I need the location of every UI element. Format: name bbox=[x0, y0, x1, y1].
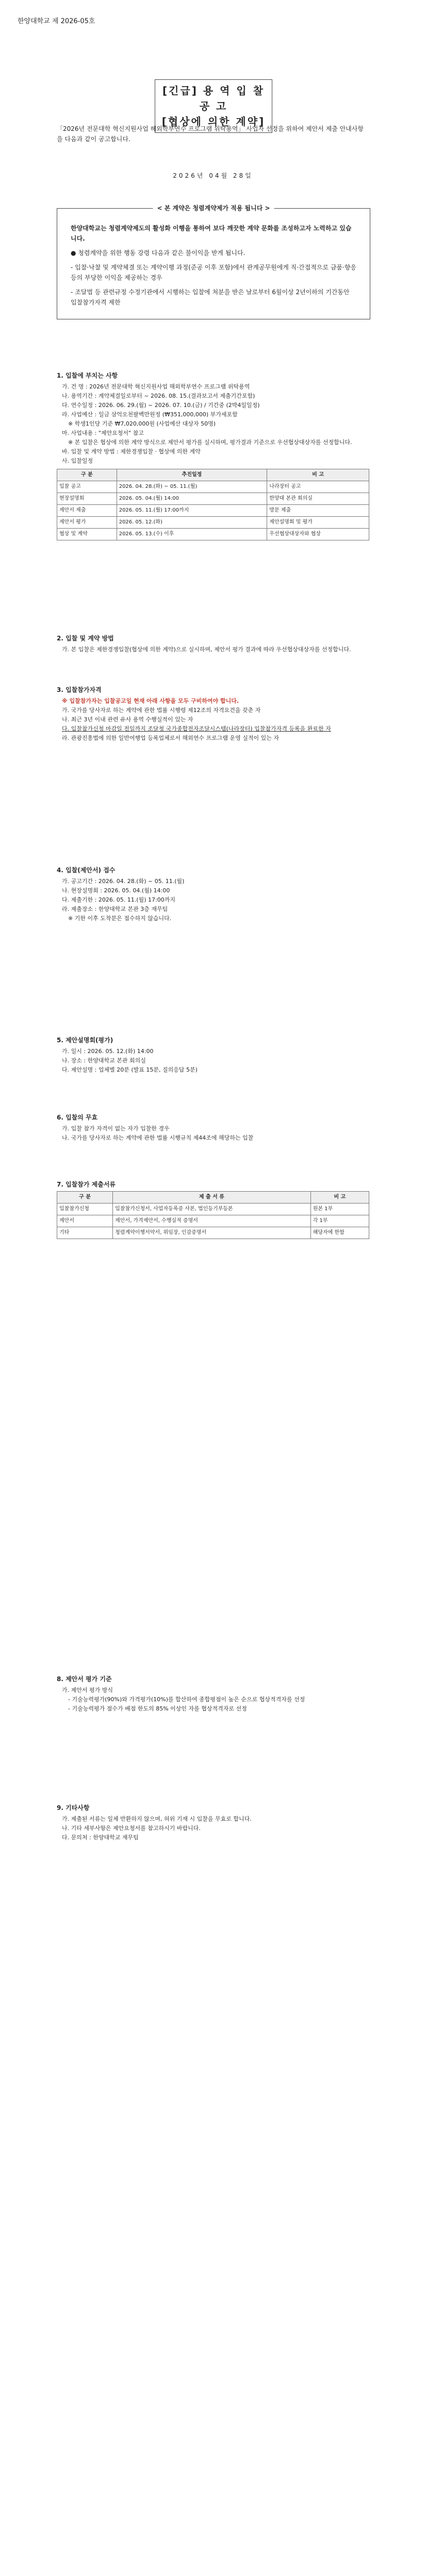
section-heading: 9. 기타사항 bbox=[57, 1804, 90, 1811]
section-line: 나. 기타 세부사항은 제안요청서를 참고하시기 바랍니다. bbox=[62, 1825, 201, 1832]
notice-item: - 입찰·낙찰 및 계약체결 또는 계약이행 과정(준공 이후 포함)에서 관계공무원에게 직·간접적으로 금품·향응 등의 부당한 이익을 제공하는 경우 bbox=[71, 264, 356, 281]
section-line: 나. 현장설명회 : 2026. 05. 04.(월) 14:00 bbox=[62, 887, 170, 894]
notice-title: < 본 계약은 청렴계약제가 적용 됩니다 > bbox=[153, 204, 274, 212]
section-line: ※ 본 입찰은 협상에 의한 계약 방식으로 제안서 평가를 실시하며, 평가결과 기준으로 우선협상대상자를 선정합니다. bbox=[68, 439, 352, 446]
table-cell: 2026. 05. 11.(월) 17:00까지 bbox=[117, 505, 267, 517]
table-cell: 2026. 05. 04.(월) 14:00 bbox=[117, 493, 267, 505]
table-row bbox=[57, 1215, 369, 1227]
section-line: 가. 본 입찰은 제한경쟁입찰(협상에 의한 계약)으로 실시하며, 제안서 평가 결과에 따라 우선협상대상자를 선정합니다. bbox=[62, 646, 351, 653]
section-line: 나. 국가를 당사자로 하는 계약에 관한 법률 시행규칙 제44조에 해당하는 입찰 bbox=[62, 1134, 254, 1141]
table-cell: 원본 1부 bbox=[310, 1204, 369, 1215]
section-line: 다. 제출기한 : 2026. 05. 11.(월) 17:00까지 bbox=[62, 896, 175, 903]
table-row bbox=[57, 481, 369, 493]
doc-number: 한양대학교 제 2026-05호 bbox=[18, 18, 95, 25]
table-header: 추진일정 bbox=[117, 469, 267, 481]
documents-table bbox=[57, 1191, 369, 1239]
integrity-notice bbox=[57, 205, 370, 319]
table-cell: 우선협상대상자와 협상 bbox=[267, 529, 369, 540]
section-heading: 2. 입찰 및 계약 방법 bbox=[57, 635, 114, 642]
section-4 bbox=[57, 866, 369, 923]
table-cell: 기타 bbox=[57, 1227, 113, 1239]
section-6 bbox=[57, 1113, 369, 1143]
section-heading: 7. 입찰참가 제출서류 bbox=[57, 1181, 116, 1188]
table-cell: 입찰참가신청서, 사업자등록증 사본, 법인등기부등본 bbox=[113, 1204, 311, 1215]
section-heading: 3. 입찰참가자격 bbox=[57, 686, 102, 693]
section-line: 가. 입찰 참가 자격이 없는 자가 입찰한 경우 bbox=[62, 1125, 170, 1132]
table-cell: 입찰 공고 bbox=[57, 481, 117, 493]
table-cell: 나라장터 공고 bbox=[267, 481, 369, 493]
section-line: 라. 사업예산 : 일금 삼억오천팔백만원정 (₩351,000,000) 부가세포함 bbox=[62, 411, 238, 418]
section-line: 다. 입찰참가신청 마감일 전일까지 조달청 국가종합전자조달시스템(나라장터) 입찰참가자격 등록을 완료한 자 bbox=[62, 725, 331, 732]
table-cell: 2026. 05. 13.(수) 이후 bbox=[117, 529, 267, 540]
section-line: 가. 일시 : 2026. 05. 12.(화) 14:00 bbox=[62, 1048, 154, 1055]
table-cell: 제안서 제출 bbox=[57, 505, 117, 517]
section-7 bbox=[57, 1180, 369, 1239]
section-line: 나. 용역기간 : 계약체결일로부터 ~ 2026. 08. 15.(결과보고서 제출기간포함) bbox=[62, 393, 255, 399]
table-row bbox=[57, 505, 369, 517]
section-line: 나. 장소 : 한양대학교 본관 회의실 bbox=[62, 1057, 146, 1064]
section-5 bbox=[57, 1036, 369, 1075]
table-cell: 2026. 04. 28.(화) ~ 05. 11.(월) bbox=[117, 481, 267, 493]
section-3 bbox=[57, 685, 369, 743]
section-heading: 5. 제안설명회(평가) bbox=[57, 1037, 113, 1044]
table-cell: 제안서, 가격제안서, 수행실적 증명서 bbox=[113, 1215, 311, 1227]
table-cell: 한양대 본관 회의실 bbox=[267, 493, 369, 505]
section-line: ※ 입찰참가자는 입찰공고일 현재 아래 사항을 모두 구비하여야 합니다. bbox=[62, 698, 239, 704]
notice-date: 2026년 04월 28일 bbox=[173, 172, 253, 179]
table-cell: 입찰참가신청 bbox=[57, 1204, 113, 1215]
section-line: 다. 문의처 : 한양대학교 재무팀 bbox=[62, 1834, 139, 1841]
section-heading: 6. 입찰의 무효 bbox=[57, 1114, 98, 1121]
section-line: 가. 국가를 당사자로 하는 계약에 관한 법률 시행령 제12조의 자격요건을 갖춘 자 bbox=[62, 707, 261, 714]
table-header: 비 고 bbox=[310, 1192, 369, 1204]
schedule-table bbox=[57, 469, 369, 540]
table-header: 제 출 서 류 bbox=[113, 1192, 311, 1204]
section-line: 다. 연수일정 : 2026. 06. 29.(월) ~ 2026. 07. 10.(금) / 기간중 (2박4일일정) bbox=[62, 402, 260, 409]
section-8 bbox=[57, 1674, 369, 1714]
section-9 bbox=[57, 1803, 369, 1842]
section-line: ※ 학생1인당 기준 ₩7,020,000원 (사업예산 대상자 50명) bbox=[68, 420, 216, 427]
section-line: 가. 건 명 : 2026년 전문대학 혁신지원사업 해외학부연수 프로그램 위탁용역 bbox=[62, 383, 250, 390]
section-1 bbox=[57, 371, 369, 540]
title-line2: [협상에 의한 계약] bbox=[161, 115, 266, 128]
section-line: 나. 최근 3년 이내 관련 유사 용역 수행실적이 있는 자 bbox=[62, 716, 193, 723]
table-cell: 제안설명회 및 평가 bbox=[267, 517, 369, 529]
table-row bbox=[57, 1227, 369, 1239]
table-cell: 청렴계약이행서약서, 위임장, 인감증명서 bbox=[113, 1227, 311, 1239]
intro-text: 「2026년 전문대학 혁신지원사업 해외학부연수 프로그램 위탁용역」 사업자 선정을 위하여 제안서 제출 안내사항을 다음과 같이 공고합니다. bbox=[57, 125, 364, 143]
section-heading: 4. 입찰(제안서) 접수 bbox=[57, 867, 116, 874]
table-row bbox=[57, 517, 369, 529]
table-cell: 해당자에 한함 bbox=[310, 1227, 369, 1239]
section-line: - 기술능력평가 점수가 배점 한도의 85% 이상인 자를 협상적격자로 선정 bbox=[68, 1705, 247, 1712]
section-line: 마. 사업내용 : "제안요청서" 참고 bbox=[62, 430, 144, 436]
section-2 bbox=[57, 634, 369, 654]
table-cell: 각 1부 bbox=[310, 1215, 369, 1227]
section-line: 가. 공고기간 : 2026. 04. 28.(화) ~ 05. 11.(월) bbox=[62, 878, 185, 885]
section-line: 가. 제안서 평가 방식 bbox=[62, 1687, 113, 1693]
section-line: 다. 제안설명 : 업체별 20분 (발표 15분, 질의응답 5분) bbox=[62, 1066, 198, 1073]
notice-lead: 한양대학교는 청렴계약제도의 활성화 이행을 통하여 보다 깨끗한 계약 문화를 조성하고자 노력하고 있습니다. bbox=[71, 225, 352, 242]
table-cell: 방문 제출 bbox=[267, 505, 369, 517]
section-line: 라. 제출장소 : 한양대학교 본관 3층 재무팀 bbox=[62, 906, 168, 912]
section-line: 바. 입찰 및 계약 방법 : 제한경쟁입찰 · 협상에 의한 계약 bbox=[62, 448, 201, 455]
table-row bbox=[57, 1204, 369, 1215]
section-line: - 기술능력평가(90%)와 가격평가(10%)를 합산하여 종합평점이 높은 순으로 협상적격자를 선정 bbox=[68, 1696, 305, 1703]
section-line: 가. 제출된 서류는 일체 반환하지 않으며, 허위 기재 시 입찰을 무효로 합니다. bbox=[62, 1816, 252, 1822]
section-line: 사. 입찰일정 bbox=[62, 457, 93, 464]
notice-item: ● 청렴계약을 위한 행동 강령 다음과 같은 불이익을 받게 됩니다. bbox=[71, 249, 245, 257]
table-header: 비 고 bbox=[267, 469, 369, 481]
notice-item: - 조달법 등 관련규정 수정기관에서 시행하는 입찰에 처분을 받은 날로부터 6월이상 2년이하의 기간동안 입찰참가자격 제한 bbox=[71, 289, 350, 306]
table-cell: 제안서 bbox=[57, 1215, 113, 1227]
table-cell: 제안서 평가 bbox=[57, 517, 117, 529]
section-line: 라. 관광진흥법에 의한 일반여행업 등록업체로서 해외연수 프로그램 운영 실적이 있는 자 bbox=[62, 735, 279, 741]
table-cell: 2026. 05. 12.(화) bbox=[117, 517, 267, 529]
section-heading: 8. 제안서 평가 기준 bbox=[57, 1675, 112, 1683]
table-row bbox=[57, 529, 369, 540]
section-heading: 1. 입찰에 부치는 사항 bbox=[57, 372, 118, 379]
section-line: ※ 기한 이후 도착분은 접수하지 않습니다. bbox=[68, 915, 172, 922]
table-row bbox=[57, 493, 369, 505]
title-line1: [긴급] 용 역 입 찰 공 고 bbox=[162, 84, 265, 112]
table-cell: 현장설명회 bbox=[57, 493, 117, 505]
table-header: 구 분 bbox=[57, 1192, 113, 1204]
table-cell: 협상 및 계약 bbox=[57, 529, 117, 540]
table-header: 구 분 bbox=[57, 469, 117, 481]
